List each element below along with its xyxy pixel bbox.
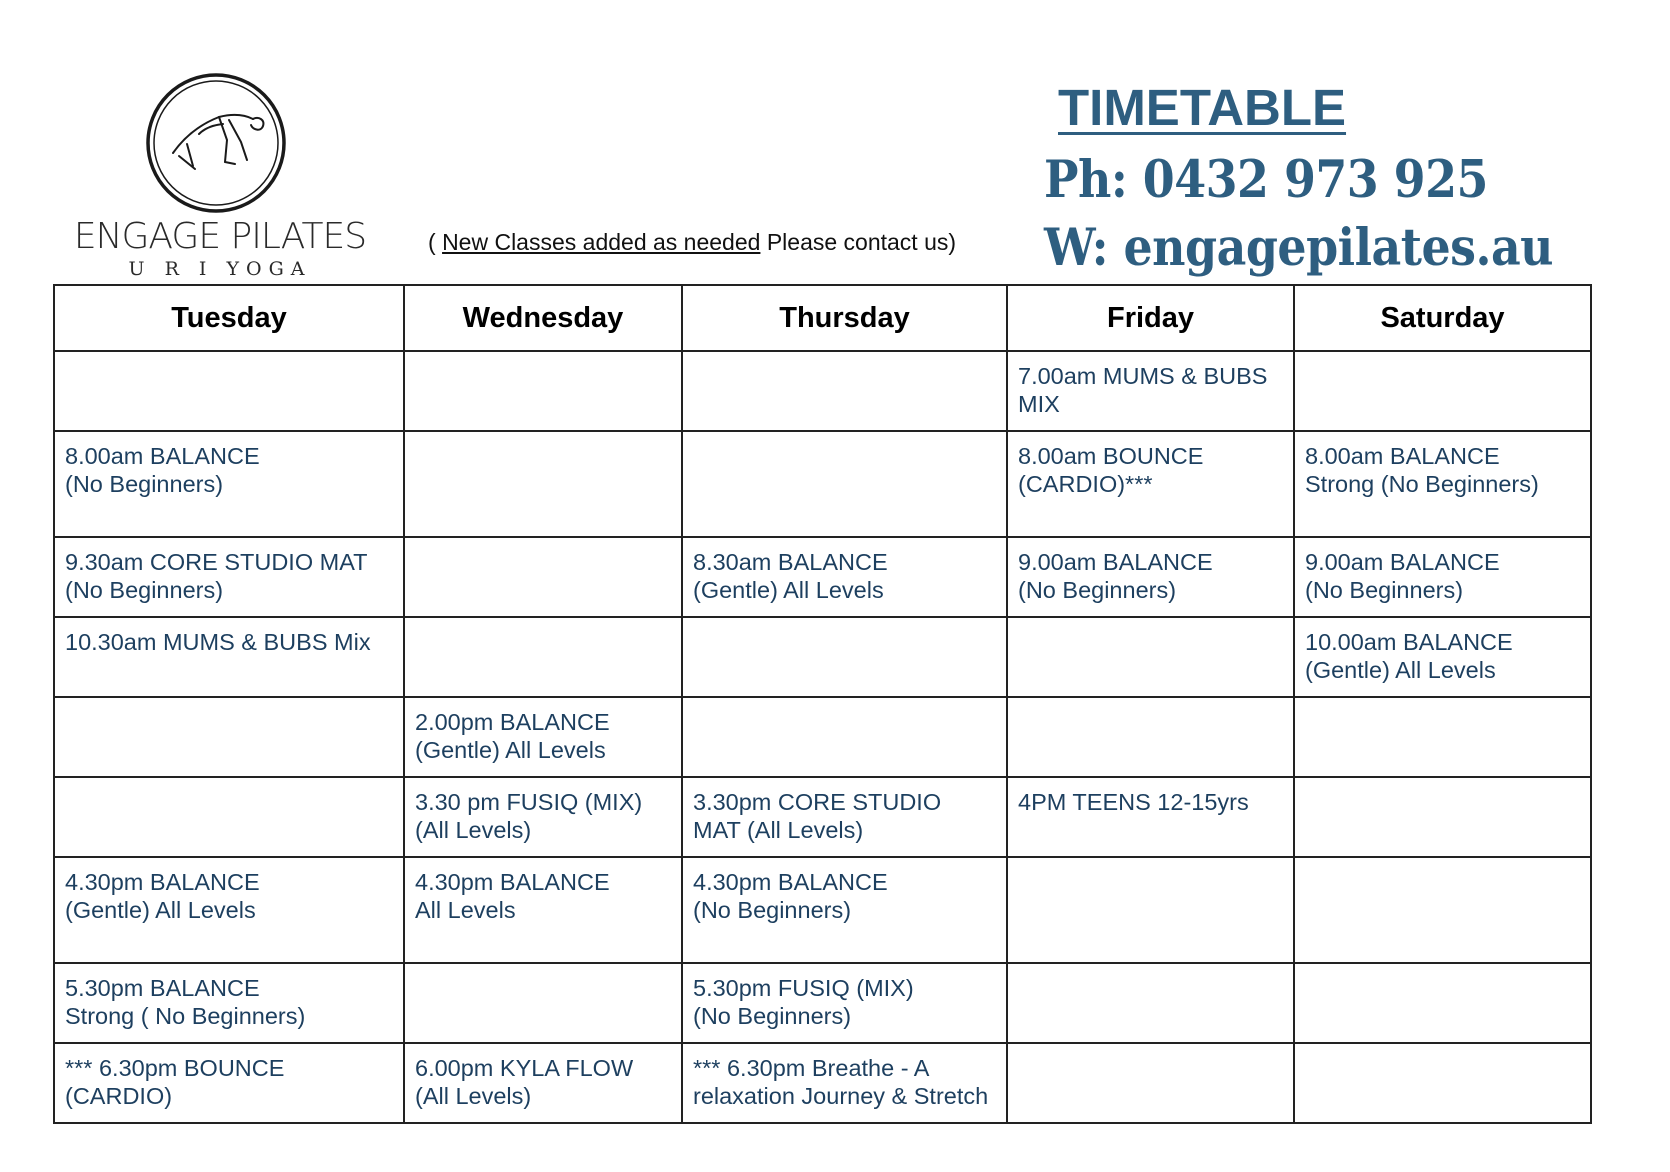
- class-slot: [1294, 857, 1591, 963]
- brand-subtitle: U R I YOGA: [128, 258, 312, 280]
- class-slot-line: *** 6.30pm BOUNCE: [65, 1055, 285, 1081]
- new-classes-notice: [428, 229, 956, 256]
- class-slot-line: 4.30pm BALANCE: [65, 869, 260, 895]
- class-slot: [1294, 963, 1591, 1043]
- class-slot: [682, 963, 1007, 1043]
- class-slot: [682, 617, 1007, 697]
- class-slot: [1294, 1043, 1591, 1123]
- class-slot: [54, 1043, 404, 1123]
- day-header: Friday: [1007, 285, 1294, 351]
- class-slot: [1007, 431, 1294, 537]
- class-slot-line: 3.30pm CORE STUDIO: [693, 789, 942, 815]
- class-slot: [1007, 857, 1294, 963]
- class-slot-line: 9.00am BALANCE: [1018, 549, 1213, 575]
- class-slot: [1007, 963, 1294, 1043]
- class-slot-line: 4.30pm BALANCE: [415, 869, 610, 895]
- day-header: Tuesday: [54, 285, 404, 351]
- class-slot: [1294, 351, 1591, 431]
- class-slot-line: (All Levels): [415, 817, 532, 843]
- class-slot-line: (CARDIO)***: [1018, 471, 1153, 497]
- class-slot: [54, 777, 404, 857]
- timetable-row: [54, 777, 1591, 857]
- timetable-row: [54, 1043, 1591, 1123]
- class-slot-line: (No Beginners): [1305, 577, 1464, 603]
- class-slot-line: All Levels: [415, 897, 516, 923]
- class-slot: [1294, 537, 1591, 617]
- class-slot-line: 2.00pm BALANCE: [415, 709, 610, 735]
- timetable: [53, 284, 1592, 1124]
- class-slot-line: (Gentle) All Levels: [415, 737, 606, 763]
- phone-number: Ph: 0432 973 925: [1044, 150, 1488, 210]
- class-slot-line: 3.30 pm FUSIQ (MIX): [415, 789, 643, 815]
- class-slot-line: 8.30am BALANCE: [693, 549, 888, 575]
- yoga-pose-emblem-icon: [143, 70, 289, 216]
- class-slot: [54, 537, 404, 617]
- class-slot: [1294, 777, 1591, 857]
- timetable-row: [54, 617, 1591, 697]
- class-slot-line: (No Beginners): [1018, 577, 1177, 603]
- class-slot-line: 10.30am MUMS & BUBS Mix: [65, 629, 371, 655]
- timetable-body: [54, 351, 1591, 1123]
- class-slot-line: MAT (All Levels): [693, 817, 864, 843]
- class-slot-line: 8.00am BOUNCE: [1018, 443, 1204, 469]
- class-slot-line: Strong ( No Beginners): [65, 1003, 306, 1029]
- class-slot-line: (No Beginners): [693, 897, 852, 923]
- class-slot-line: (No Beginners): [65, 577, 224, 603]
- class-slot: [54, 963, 404, 1043]
- brand-logo: [70, 68, 370, 283]
- class-slot-line: 4PM TEENS 12-15yrs: [1018, 789, 1249, 815]
- notice-rest: Please contact us): [760, 229, 957, 255]
- class-slot: [404, 537, 682, 617]
- page-title: TIMETABLE: [1058, 79, 1347, 136]
- class-slot-line: (Gentle) All Levels: [65, 897, 256, 923]
- class-slot-line: 7.00am MUMS & BUBS MIX: [1018, 363, 1268, 417]
- class-slot: [404, 617, 682, 697]
- brand-name: ENGAGE PILATES: [73, 216, 367, 257]
- day-header: Wednesday: [404, 285, 682, 351]
- class-slot-line: (Gentle) All Levels: [693, 577, 884, 603]
- class-slot: [1294, 697, 1591, 777]
- class-slot-line: (All Levels): [415, 1083, 532, 1109]
- class-slot: [1007, 351, 1294, 431]
- timetable-row: [54, 963, 1591, 1043]
- class-slot: [1007, 777, 1294, 857]
- class-slot: [682, 697, 1007, 777]
- class-slot: [404, 351, 682, 431]
- timetable-row: [54, 537, 1591, 617]
- class-slot: [682, 351, 1007, 431]
- class-slot-line: 10.00am BALANCE: [1305, 629, 1513, 655]
- class-slot: [1007, 697, 1294, 777]
- class-slot: [1007, 537, 1294, 617]
- class-slot-line: 4.30pm BALANCE: [693, 869, 888, 895]
- class-slot-line: (No Beginners): [693, 1003, 852, 1029]
- class-slot: [1007, 1043, 1294, 1123]
- class-slot-line: Strong (No Beginners): [1305, 471, 1539, 497]
- day-header: Thursday: [682, 285, 1007, 351]
- class-slot-line: 5.30pm BALANCE: [65, 975, 260, 1001]
- timetable-row: [54, 431, 1591, 537]
- class-slot-line: 8.00am BALANCE: [65, 443, 260, 469]
- class-slot: [54, 351, 404, 431]
- class-slot-line: 6.00pm KYLA FLOW: [415, 1055, 634, 1081]
- class-slot: [404, 857, 682, 963]
- class-slot-line: (Gentle) All Levels: [1305, 657, 1496, 683]
- timetable-row: [54, 351, 1591, 431]
- notice-link-text: New Classes added as needed: [442, 229, 761, 255]
- class-slot: [682, 777, 1007, 857]
- class-slot-line: (CARDIO): [65, 1083, 173, 1109]
- class-slot-line: (No Beginners): [65, 471, 224, 497]
- class-slot-line: 5.30pm FUSIQ (MIX): [693, 975, 914, 1001]
- class-slot-line: *** 6.30pm Breathe - A: [693, 1055, 930, 1081]
- class-slot: [54, 857, 404, 963]
- class-slot: [54, 697, 404, 777]
- day-header: Saturday: [1294, 285, 1591, 351]
- class-slot: [54, 431, 404, 537]
- class-slot: [404, 697, 682, 777]
- class-slot: [1294, 617, 1591, 697]
- class-slot-line: relaxation Journey & Stretch: [693, 1083, 989, 1109]
- website: W: engagepilates.au: [1044, 218, 1554, 278]
- class-slot: [1007, 617, 1294, 697]
- notice-open: (: [428, 229, 443, 255]
- class-slot-line: 9.30am CORE STUDIO MAT: [65, 549, 368, 575]
- class-slot: [404, 431, 682, 537]
- class-slot: [404, 1043, 682, 1123]
- class-slot: [404, 963, 682, 1043]
- class-slot: [682, 1043, 1007, 1123]
- timetable-row: [54, 697, 1591, 777]
- class-slot: [682, 857, 1007, 963]
- class-slot: [682, 431, 1007, 537]
- class-slot-line: 8.00am BALANCE: [1305, 443, 1500, 469]
- day-header-row: [54, 285, 1591, 351]
- class-slot: [1294, 431, 1591, 537]
- class-slot: [404, 777, 682, 857]
- class-slot: [682, 537, 1007, 617]
- timetable-row: [54, 857, 1591, 963]
- class-slot: [54, 617, 404, 697]
- class-slot-line: 9.00am BALANCE: [1305, 549, 1500, 575]
